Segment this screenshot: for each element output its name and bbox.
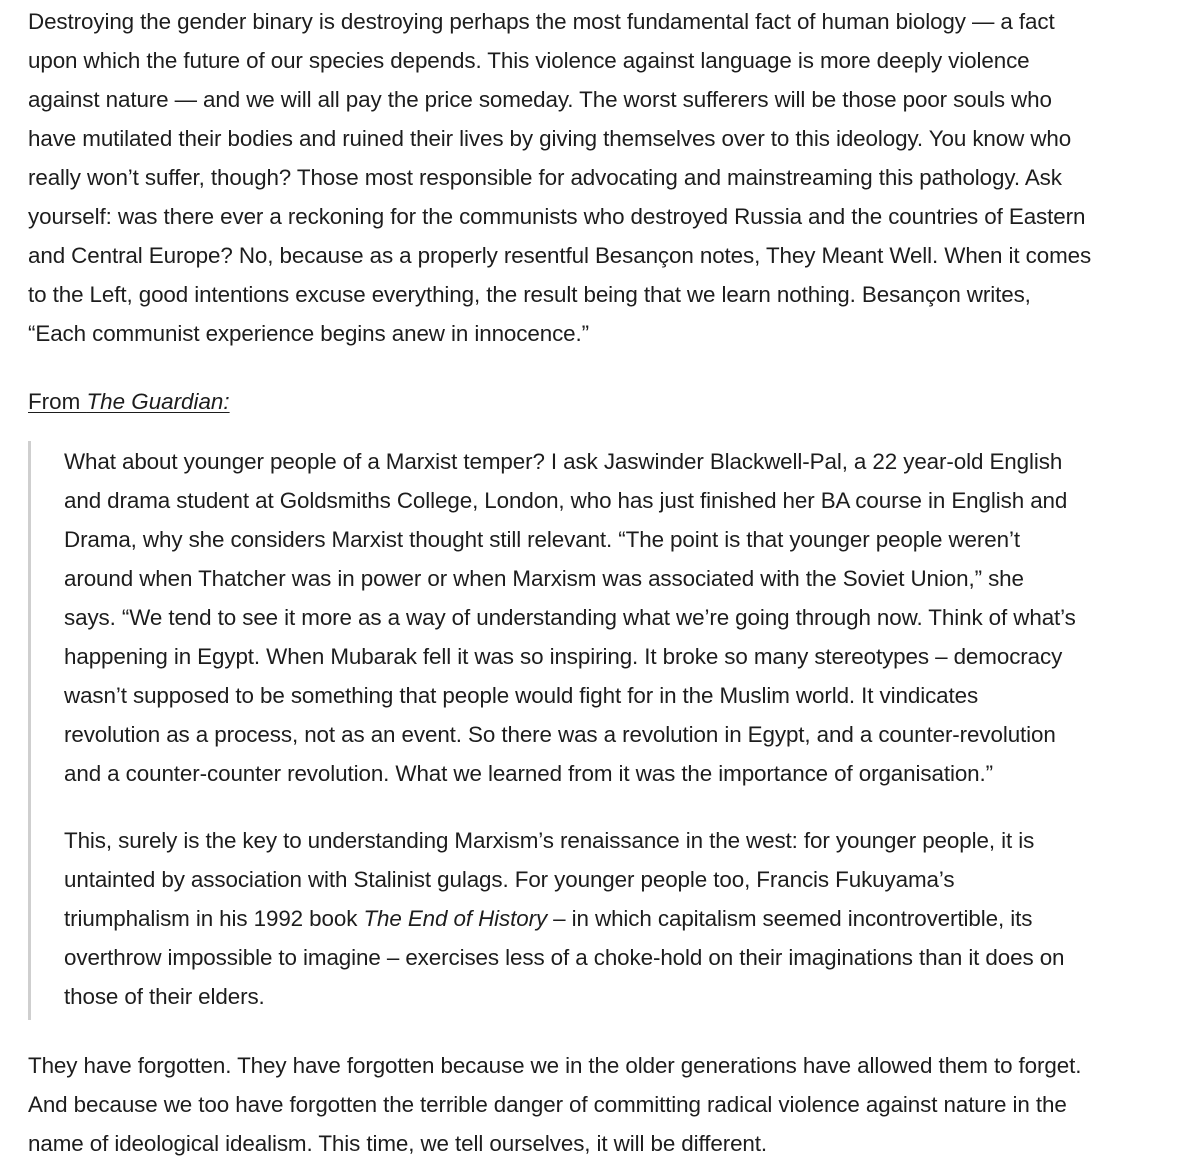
text-line: to the Left, good intentions excuse everything, the result being that we learn nothing. Besançon writes, xyxy=(28,282,1031,307)
text-line: yourself: was there ever a reckoning for the communists who destroyed Russia and the countries of Eastern xyxy=(28,204,1086,229)
text-line: What about younger people of a Marxist temper? I ask Jaswinder Blackwell-Pal, a 22 year-old English xyxy=(64,449,1063,474)
text-line: upon which the future of our species depends. This violence against language is more deeply violence xyxy=(28,48,1030,73)
text-line: around when Thatcher was in power or when Marxism was associated with the Soviet Union,” she xyxy=(64,566,1024,591)
source-prefix: From xyxy=(28,389,87,414)
opening-paragraph xyxy=(28,2,1196,353)
text-line xyxy=(64,899,1196,938)
text-line: have mutilated their bodies and ruined their lives by giving themselves over to this ideology. You know who xyxy=(28,126,1072,151)
text-line: And because we too have forgotten the terrible danger of committing radical violence against nature in the xyxy=(28,1092,1067,1117)
text-line: happening in Egypt. When Mubarak fell it was so inspiring. It broke so many stereotypes – democracy xyxy=(64,644,1063,669)
text-line: wasn’t supposed to be something that people would fight for in the Muslim world. It vindicates xyxy=(64,683,979,708)
text-line: really won’t suffer, though? Those most responsible for advocating and mainstreaming this pathology. Ask xyxy=(28,165,1062,190)
guardian-blockquote xyxy=(28,441,1196,1020)
quote-paragraph-1 xyxy=(64,442,1196,793)
text-line: and Central Europe? No, because as a properly resentful Besançon notes, They Meant Well. When it comes xyxy=(28,243,1092,268)
source-publication: The Guardian: xyxy=(86,389,230,414)
closing-paragraph xyxy=(28,1046,1196,1163)
text-line: Destroying the gender binary is destroying perhaps the most fundamental fact of human biology — a fact xyxy=(28,9,1055,34)
text-segment: triumphalism in his 1992 book xyxy=(64,906,364,931)
book-title: The End of History xyxy=(363,906,548,931)
text-segment: – in which capitalism seemed incontrovertible, its xyxy=(547,906,1033,931)
text-line: revolution as a process, not as an event. So there was a revolution in Egypt, and a counter-revolution xyxy=(64,722,1056,747)
article-body xyxy=(28,2,1196,1163)
text-line: against nature — and we will all pay the price someday. The worst sufferers will be those poor souls who xyxy=(28,87,1052,112)
text-line: those of their elders. xyxy=(64,984,265,1009)
text-line: says. “We tend to see it more as a way of understanding what we’re going through now. Think of what’s xyxy=(64,605,1076,630)
text-line: name of ideological idealism. This time, we tell ourselves, it will be different. xyxy=(28,1131,768,1156)
text-line: untainted by association with Stalinist gulags. For younger people too, Francis Fukuyama’s xyxy=(64,867,955,892)
text-line: and a counter-counter revolution. What we learned from it was the importance of organisation.” xyxy=(64,761,994,786)
text-line: Drama, why she considers Marxist thought still relevant. “The point is that younger people weren’t xyxy=(64,527,1020,552)
quote-paragraph-2 xyxy=(64,821,1196,1016)
text-line: overthrow impossible to imagine – exercises less of a choke-hold on their imaginations than it does on xyxy=(64,945,1065,970)
guardian-source-link[interactable] xyxy=(28,389,230,414)
text-line: This, surely is the key to understanding Marxism’s renaissance in the west: for younger people, it is xyxy=(64,828,1035,853)
text-line: and drama student at Goldsmiths College, London, who has just finished her BA course in English and xyxy=(64,488,1068,513)
text-line: “Each communist experience begins anew in innocence.” xyxy=(28,321,589,346)
source-attribution xyxy=(28,382,1196,421)
text-line: They have forgotten. They have forgotten because we in the older generations have allowed them to forget. xyxy=(28,1053,1082,1078)
